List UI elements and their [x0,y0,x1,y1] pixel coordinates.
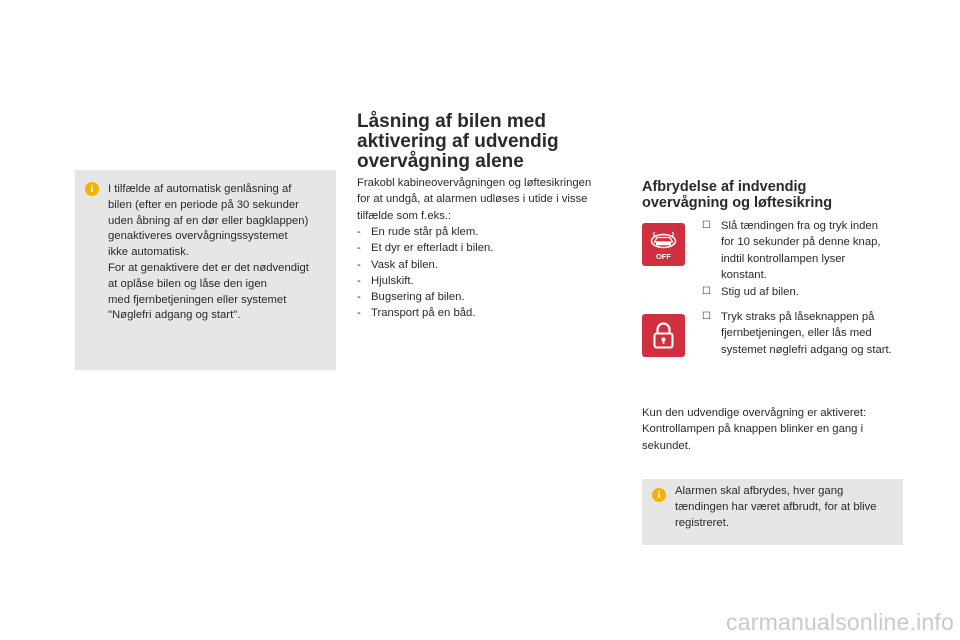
list-item: - Transport på en båd. [357,307,476,320]
list-item: - Et dyr er efterladt i bilen. [357,242,494,255]
checkbox-bullet-icon: ☐ [702,311,711,322]
list-item: - En rude står på klem. [357,226,479,238]
situations-list [357,224,617,322]
section-title-deactivation: Afbrydelse af indvendig overvågning og løftesikring [642,179,833,211]
list-item: ☐ Slå tændingen fra og tryk inden for 10 sekunder på denne knap, indtil kontrollampen lyser konstant. [702,220,881,282]
status-paragraph: Kun den udvendige overvågning er aktiveret: Kontrollampen på knappen blinker en gang i sekundet. [642,407,867,452]
padlock-icon [642,314,685,357]
alarm-off-button-icon [642,223,685,266]
info-icon: i [85,182,99,196]
deactivation-steps [702,218,892,300]
list-item: ☐ Tryk straks på låseknappen på fjernbetjeningen, eller lås med systemet nøglefri adgang og start. [702,311,892,356]
info-note-text: Alarmen skal afbrydes, hver gang tændingen har været afbrudt, for at blive registreret. [675,485,877,529]
list-item: - Hjulskift. [357,274,414,287]
info-note-right [642,479,903,545]
svg-text:OFF: OFF [656,252,671,261]
section-title-locking: Låsning af bilen med aktivering af udvendig overvågning alene [357,111,559,172]
watermark: carmanualsonline.info [726,609,954,635]
list-item: - Vask af bilen. [357,258,438,271]
locking-steps [702,309,892,358]
info-icon: i [652,488,666,502]
list-item: ☐ Stig ud af bilen. [702,284,892,300]
checkbox-bullet-icon: ☐ [702,285,711,297]
checkbox-bullet-icon: ☐ [702,220,711,231]
info-note-left [75,170,336,370]
intro-paragraph: Frakobl kabineovervågningen og løftesikringen for at undgå, at alarmen udløses i utide i visse tilfælde som f.eks.: [357,177,592,222]
info-note-text: I tilfælde af automatisk genlåsning af bilen (efter en periode på 30 sekunder uden åbning af en dør eller bagklappen) genaktiveres overvågningssystemet ikke automatisk. For at genaktivere det er det nødvendigt at oplåse bilen og låse den igen med fjernbetjeningen eller systemet "Nøglefri adgang og start". [108,183,309,322]
list-item: - Bugsering af bilen. [357,291,465,304]
